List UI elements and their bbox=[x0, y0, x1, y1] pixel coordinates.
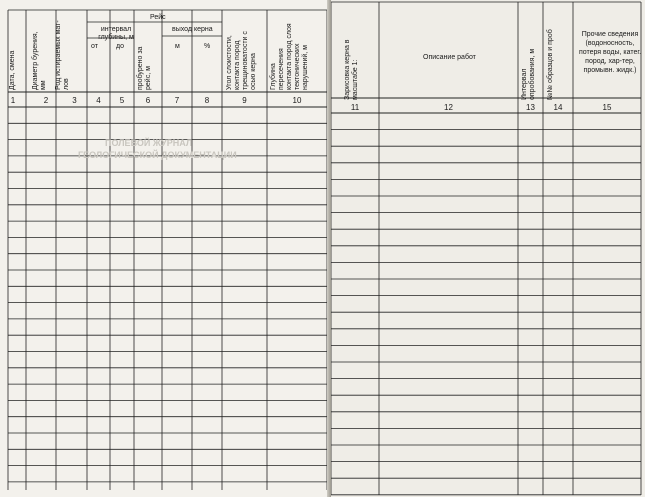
col-number: 1 bbox=[10, 96, 16, 105]
col-number: 9 bbox=[242, 96, 247, 105]
show-through-text: ПОЛЕВОЙ ЖУРНАЛ bbox=[105, 138, 193, 148]
col-drilled-label: пробурено за рейс, м bbox=[137, 46, 152, 90]
col-samples-label: №№ образцов и проб bbox=[547, 29, 554, 100]
col-number: 13 bbox=[526, 103, 535, 112]
col-sketch-label: Зарисовка керна в масштабе 1: bbox=[344, 39, 359, 100]
col-diameter-label: Диаметр бурения, мм bbox=[32, 31, 47, 90]
col-depth-label: Глубина пересечения контакта пород слоя тектонических нарушений, м bbox=[270, 23, 309, 90]
col-number: 2 bbox=[43, 96, 49, 105]
col-number: 15 bbox=[602, 103, 612, 112]
col-description-label: Описание работ bbox=[423, 54, 476, 61]
col-number: 5 bbox=[119, 96, 125, 105]
col-sampling-interval-label: Интервал опробования, м bbox=[521, 48, 536, 100]
col-number: 4 bbox=[96, 96, 101, 105]
col-angle-label: Угол слоистости, контакта пород трещиноватости с осью керна bbox=[226, 31, 257, 90]
col-number: 7 bbox=[174, 96, 180, 105]
trip-header: Рейс bbox=[150, 14, 166, 21]
core-output-header: выход керна bbox=[172, 26, 213, 33]
col-date-label: Дата, смена bbox=[9, 50, 16, 90]
col-number: 10 bbox=[292, 96, 302, 105]
col-number: 11 bbox=[350, 103, 360, 112]
col-percent-label: % bbox=[204, 43, 211, 50]
col-material-label: Род истираемых мат-лов bbox=[55, 20, 70, 90]
interval-header: интервал глубины, м bbox=[98, 26, 134, 41]
col-m-label: м bbox=[175, 43, 180, 50]
show-through-text: ГЕОЛОГИЧЕСКОЙ ДОКУМЕНТАЦИИ bbox=[78, 150, 237, 160]
col-other-info-label: Прочие сведения (водоносность, потеря воды, катег. пород, хар-тер, промывн. жидк.) bbox=[578, 31, 642, 74]
col-number: 3 bbox=[72, 96, 77, 105]
right-page bbox=[331, 0, 645, 497]
col-number: 8 bbox=[204, 96, 210, 105]
col-number: 6 bbox=[145, 96, 151, 105]
col-to-label: до bbox=[116, 43, 124, 50]
col-number: 14 bbox=[553, 103, 563, 112]
col-from-label: от bbox=[91, 43, 98, 50]
col-number: 12 bbox=[444, 103, 453, 112]
